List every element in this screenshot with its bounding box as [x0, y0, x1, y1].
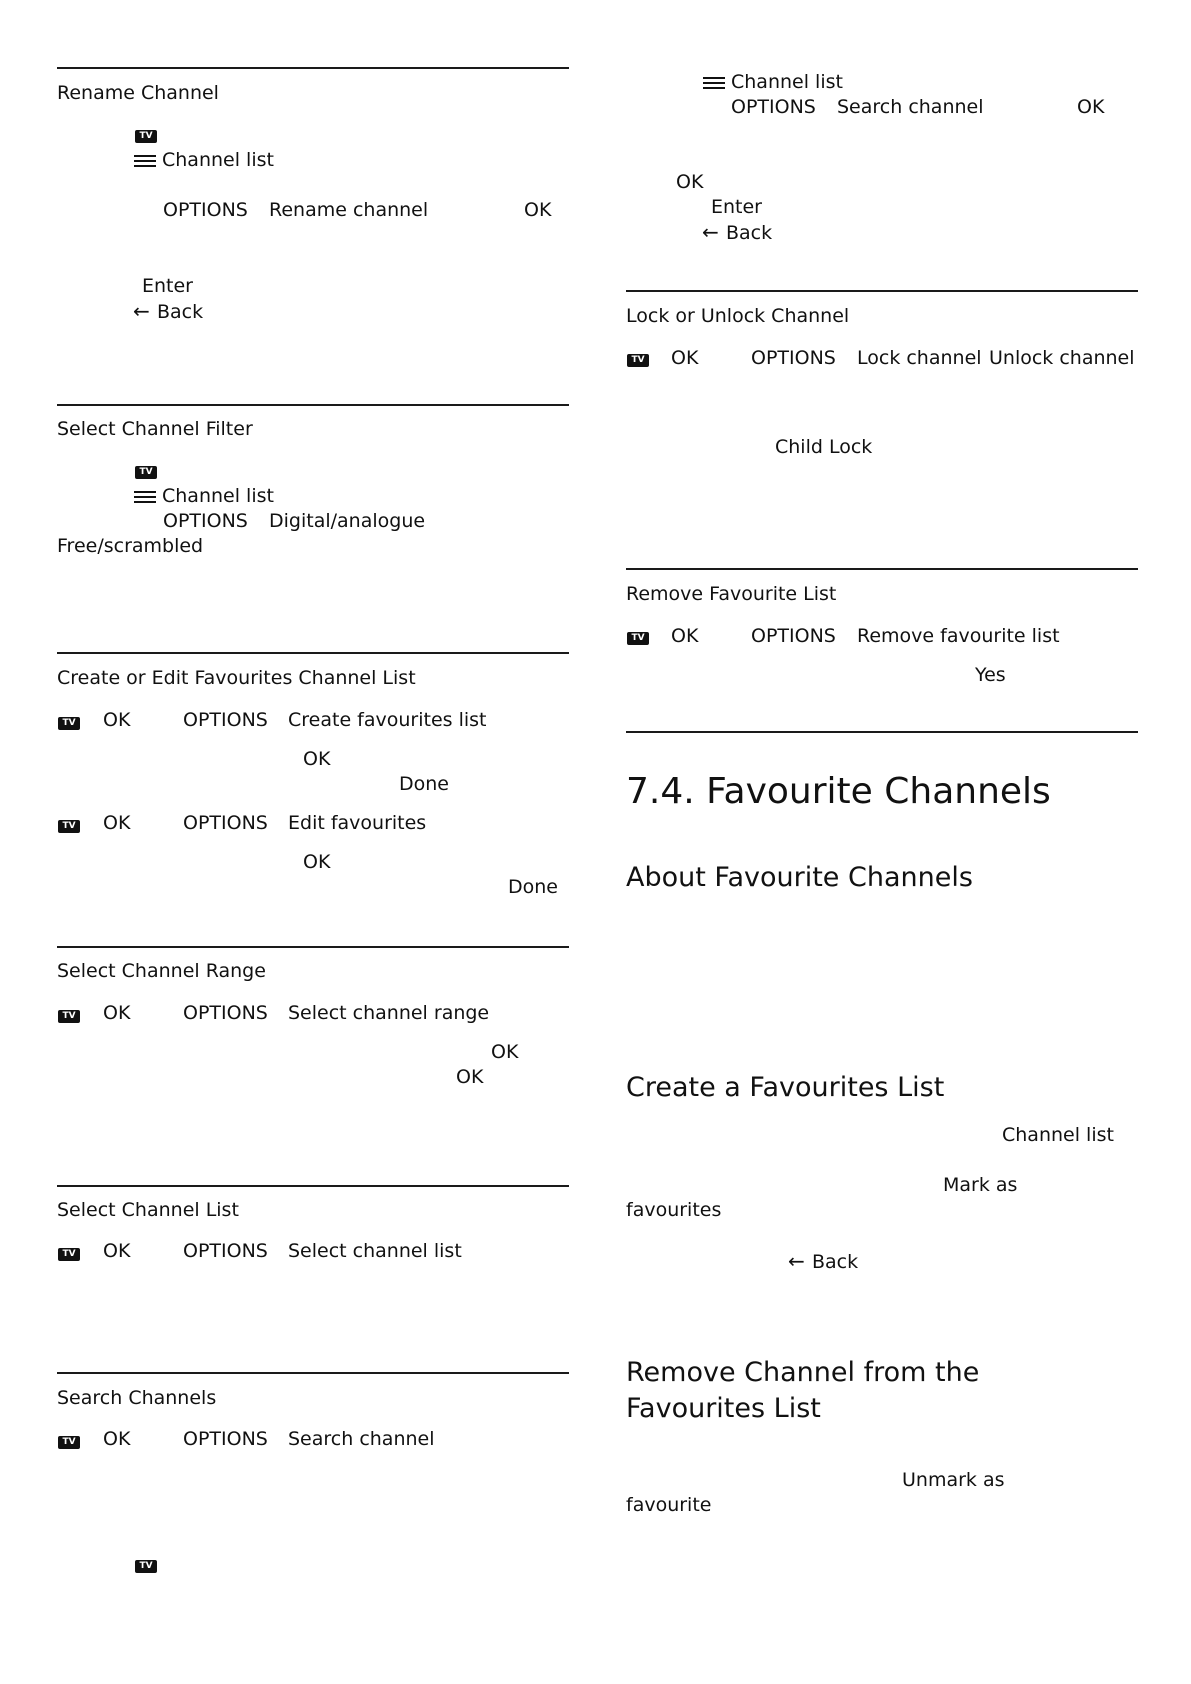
back-arrow-icon: ←: [702, 220, 719, 244]
rule-rename: [57, 67, 569, 69]
fav-ok1: OK: [103, 709, 131, 731]
back-label: Back: [157, 301, 204, 323]
rsearch-ok2: OK: [676, 171, 704, 193]
lock-unlock: Unlock channel: [989, 347, 1135, 369]
rename-channel-list: Channel list: [162, 149, 274, 171]
list-options: OPTIONS: [183, 1240, 268, 1262]
range-title: Select Channel Range: [57, 960, 266, 982]
create-title: Create a Favourites List: [626, 1072, 945, 1103]
tv-icon: TV: [627, 632, 649, 645]
filter-title: Select Channel Filter: [57, 418, 253, 440]
fav-ok3: OK: [103, 812, 131, 834]
rfl-title: Remove Favourite List: [626, 583, 837, 605]
filter-channel-list: Channel list: [162, 485, 274, 507]
search-ok: OK: [103, 1428, 131, 1450]
rule-range: [57, 946, 569, 948]
back-label: Back: [726, 222, 773, 244]
rename-title: Rename Channel: [57, 82, 219, 104]
rule-remove-list: [626, 568, 1138, 570]
back-arrow-icon: ←: [133, 299, 150, 323]
back-label: Back: [812, 1251, 859, 1273]
list-title: Select Channel List: [57, 1199, 239, 1221]
list-action: Select channel list: [288, 1240, 462, 1262]
rename-options: OPTIONS: [163, 199, 248, 221]
fav-options1: OPTIONS: [183, 709, 268, 731]
rsearch-ok1: OK: [1077, 96, 1105, 118]
rule-favourites: [57, 652, 569, 654]
menu-icon: [134, 491, 156, 505]
rule-list: [57, 1185, 569, 1187]
lock-options: OPTIONS: [751, 347, 836, 369]
fav-done1: Done: [399, 773, 449, 795]
tv-icon: TV: [135, 130, 157, 143]
rename-back: [133, 299, 203, 324]
lock-ok: OK: [671, 347, 699, 369]
fav-ok2: OK: [303, 748, 331, 770]
tv-icon: TV: [135, 466, 157, 479]
rfl-yes: Yes: [975, 664, 1006, 686]
rsearch-channel-list: Channel list: [731, 71, 843, 93]
tv-icon: TV: [58, 717, 80, 730]
create-channel-list: Channel list: [1002, 1124, 1114, 1146]
lock-lock: Lock channel: [857, 347, 982, 369]
filter-free: Free/scrambled: [57, 535, 204, 557]
rfl-action: Remove favourite list: [857, 625, 1060, 647]
menu-icon: [134, 155, 156, 169]
range-action: Select channel range: [288, 1002, 490, 1024]
tv-icon: TV: [58, 1248, 80, 1261]
rsearch-back: [702, 220, 772, 245]
tv-icon: TV: [58, 1436, 80, 1449]
lock-child: Child Lock: [775, 436, 873, 458]
remove-title: Remove Channel from the Favourites List: [626, 1357, 980, 1424]
filter-action: Digital/analogue: [269, 510, 426, 532]
rule-filter: [57, 404, 569, 406]
range-ok1: OK: [103, 1002, 131, 1024]
create-mark: Mark as: [943, 1174, 1018, 1196]
rsearch-action: Search channel: [837, 96, 984, 118]
rule-search: [57, 1372, 569, 1374]
menu-icon: [703, 77, 725, 91]
remove-unmark: Unmark as: [902, 1469, 1005, 1491]
filter-options: OPTIONS: [163, 510, 248, 532]
fav-title: Create or Edit Favourites Channel List: [57, 667, 416, 689]
section-title: 7.4. Favourite Channels: [626, 771, 1051, 812]
fav-ok4: OK: [303, 851, 331, 873]
rsearch-options: OPTIONS: [731, 96, 816, 118]
fav-edit: Edit favourites: [288, 812, 427, 834]
rfl-options: OPTIONS: [751, 625, 836, 647]
search-action: Search channel: [288, 1428, 435, 1450]
rule-lock: [626, 290, 1138, 292]
fav-create: Create favourites list: [288, 709, 487, 731]
rename-enter: Enter: [142, 275, 193, 297]
fav-done2: Done: [508, 876, 558, 898]
list-ok: OK: [103, 1240, 131, 1262]
rule-section: [626, 731, 1138, 733]
tv-icon: TV: [135, 1560, 157, 1573]
create-back: [788, 1249, 858, 1274]
range-ok3: OK: [456, 1066, 484, 1088]
rename-ok: OK: [524, 199, 552, 221]
lock-title: Lock or Unlock Channel: [626, 305, 850, 327]
search-options: OPTIONS: [183, 1428, 268, 1450]
range-options: OPTIONS: [183, 1002, 268, 1024]
create-favourites: favourites: [626, 1199, 722, 1221]
rfl-ok: OK: [671, 625, 699, 647]
range-ok2: OK: [491, 1041, 519, 1063]
about-title: About Favourite Channels: [626, 862, 973, 893]
rename-action: Rename channel: [269, 199, 429, 221]
search-title: Search Channels: [57, 1387, 217, 1409]
tv-icon: TV: [627, 354, 649, 367]
tv-icon: TV: [58, 820, 80, 833]
back-arrow-icon: ←: [788, 1249, 805, 1273]
tv-icon: TV: [58, 1010, 80, 1023]
fav-options2: OPTIONS: [183, 812, 268, 834]
rsearch-enter: Enter: [711, 196, 762, 218]
remove-favourite: favourite: [626, 1494, 712, 1516]
